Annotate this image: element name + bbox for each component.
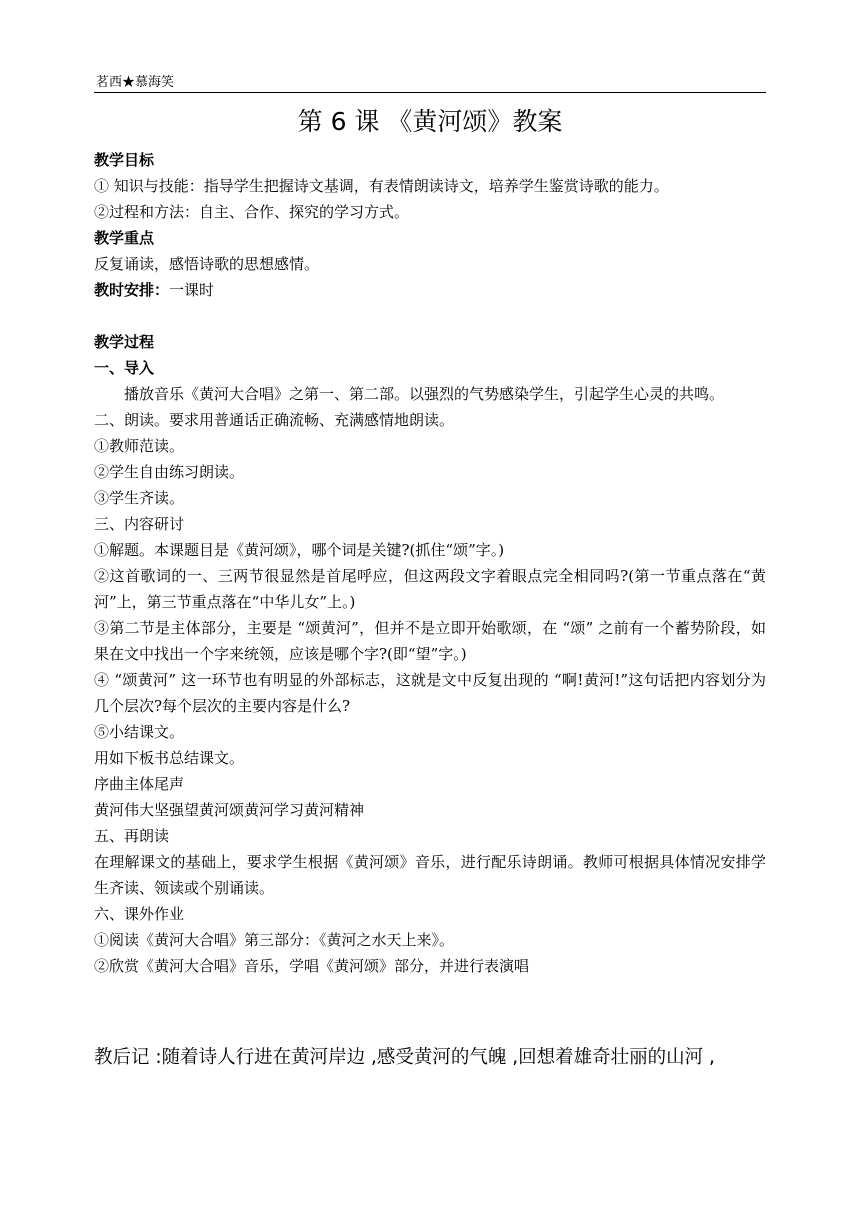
homework-item: ①阅读《黄河大合唱》第三部分：《黄河之水天上来》。 xyxy=(94,931,455,949)
study-item: ⑤小结课文。 xyxy=(94,723,185,741)
afterword: 教后记 :随着诗人行进在黄河岸边 ,感受黄河的气魄 ,回想着雄奇壮丽的山河 , xyxy=(94,1047,715,1068)
objectives-heading: 教学目标 xyxy=(94,151,155,169)
homework-item: ②欣赏《黄河大合唱》音乐，学唱《黄河颂》部分，并进行表演唱 xyxy=(94,957,530,975)
study-heading: 三、内容研讨 xyxy=(94,515,185,533)
objective-item: ① 知识与技能：指导学生把握诗文基调，有表情朗读诗文，培养学生鉴赏诗歌的能力。 xyxy=(94,177,669,195)
study-item: ②这首歌词的一、三两节很显然是首尾呼应，但这两段文字着眼点完全相同吗?(第一节重点落在“黄河”上，第三节重点落在“中华儿女”上。) xyxy=(94,567,766,611)
objective-item: ②过程和方法：自主、合作、探究的学习方式。 xyxy=(94,203,410,221)
study-item: ④ “颂黄河” 这一环节也有明显的外部标志，这就是文中反复出现的 “啊!黄河!”这句话把内容划分为几个层次?每个层次的主要内容是什么? xyxy=(94,671,766,715)
document-body xyxy=(94,147,766,979)
header-divider xyxy=(94,92,766,93)
spacer xyxy=(94,303,766,329)
schedule-label: 教时安排： xyxy=(94,281,170,299)
board-line: 黄河伟大坚强望黄河颂黄河学习黄河精神 xyxy=(94,801,365,819)
key-points-text: 反复诵读，感悟诗歌的思想感情。 xyxy=(94,255,320,273)
schedule-line xyxy=(94,277,766,303)
board-line: 序曲主体尾声 xyxy=(94,775,185,793)
header-author: 茗西★慕海笑 xyxy=(96,75,175,90)
intro-heading: 一、导入 xyxy=(94,359,155,377)
key-points-heading: 教学重点 xyxy=(94,229,155,247)
reading-item: ①教师范读。 xyxy=(94,437,185,455)
study-item: ③第二节是主体部分，主要是 “颂黄河”，但并不是立即开始歌颂，在 “颂” 之前有一个蓄势阶段，如果在文中找出一个字来统领，应该是哪个字?(即“望”字。) xyxy=(94,619,766,663)
study-item: ①解题。本课题目是《黄河颂》，哪个词是关键?(抓住“颂”字。) xyxy=(94,541,505,559)
reading-item: ③学生齐读。 xyxy=(94,489,185,507)
homework-heading: 六、课外作业 xyxy=(94,905,185,923)
process-heading: 教学过程 xyxy=(94,333,155,351)
board-intro: 用如下板书总结课文。 xyxy=(94,749,245,767)
schedule-value: 一课时 xyxy=(169,281,215,299)
reread-heading: 五、再朗读 xyxy=(94,827,170,845)
intro-text: 播放音乐《黄河大合唱》之第一、第二部。以强烈的气势感染学生，引起学生心灵的共鸣。 xyxy=(124,385,725,403)
reading-item: ②学生自由练习朗读。 xyxy=(94,463,245,481)
reading-heading: 二、朗读。要求用普通话正确流畅、充满感情地朗读。 xyxy=(94,411,455,429)
page-title: 第 6 课 《黄河颂》教案 xyxy=(297,107,563,136)
reread-text: 在理解课文的基础上，要求学生根据《黄河颂》音乐，进行配乐诗朗诵。教师可根据具体情况安排学生齐读、领读或个别诵读。 xyxy=(94,853,766,897)
